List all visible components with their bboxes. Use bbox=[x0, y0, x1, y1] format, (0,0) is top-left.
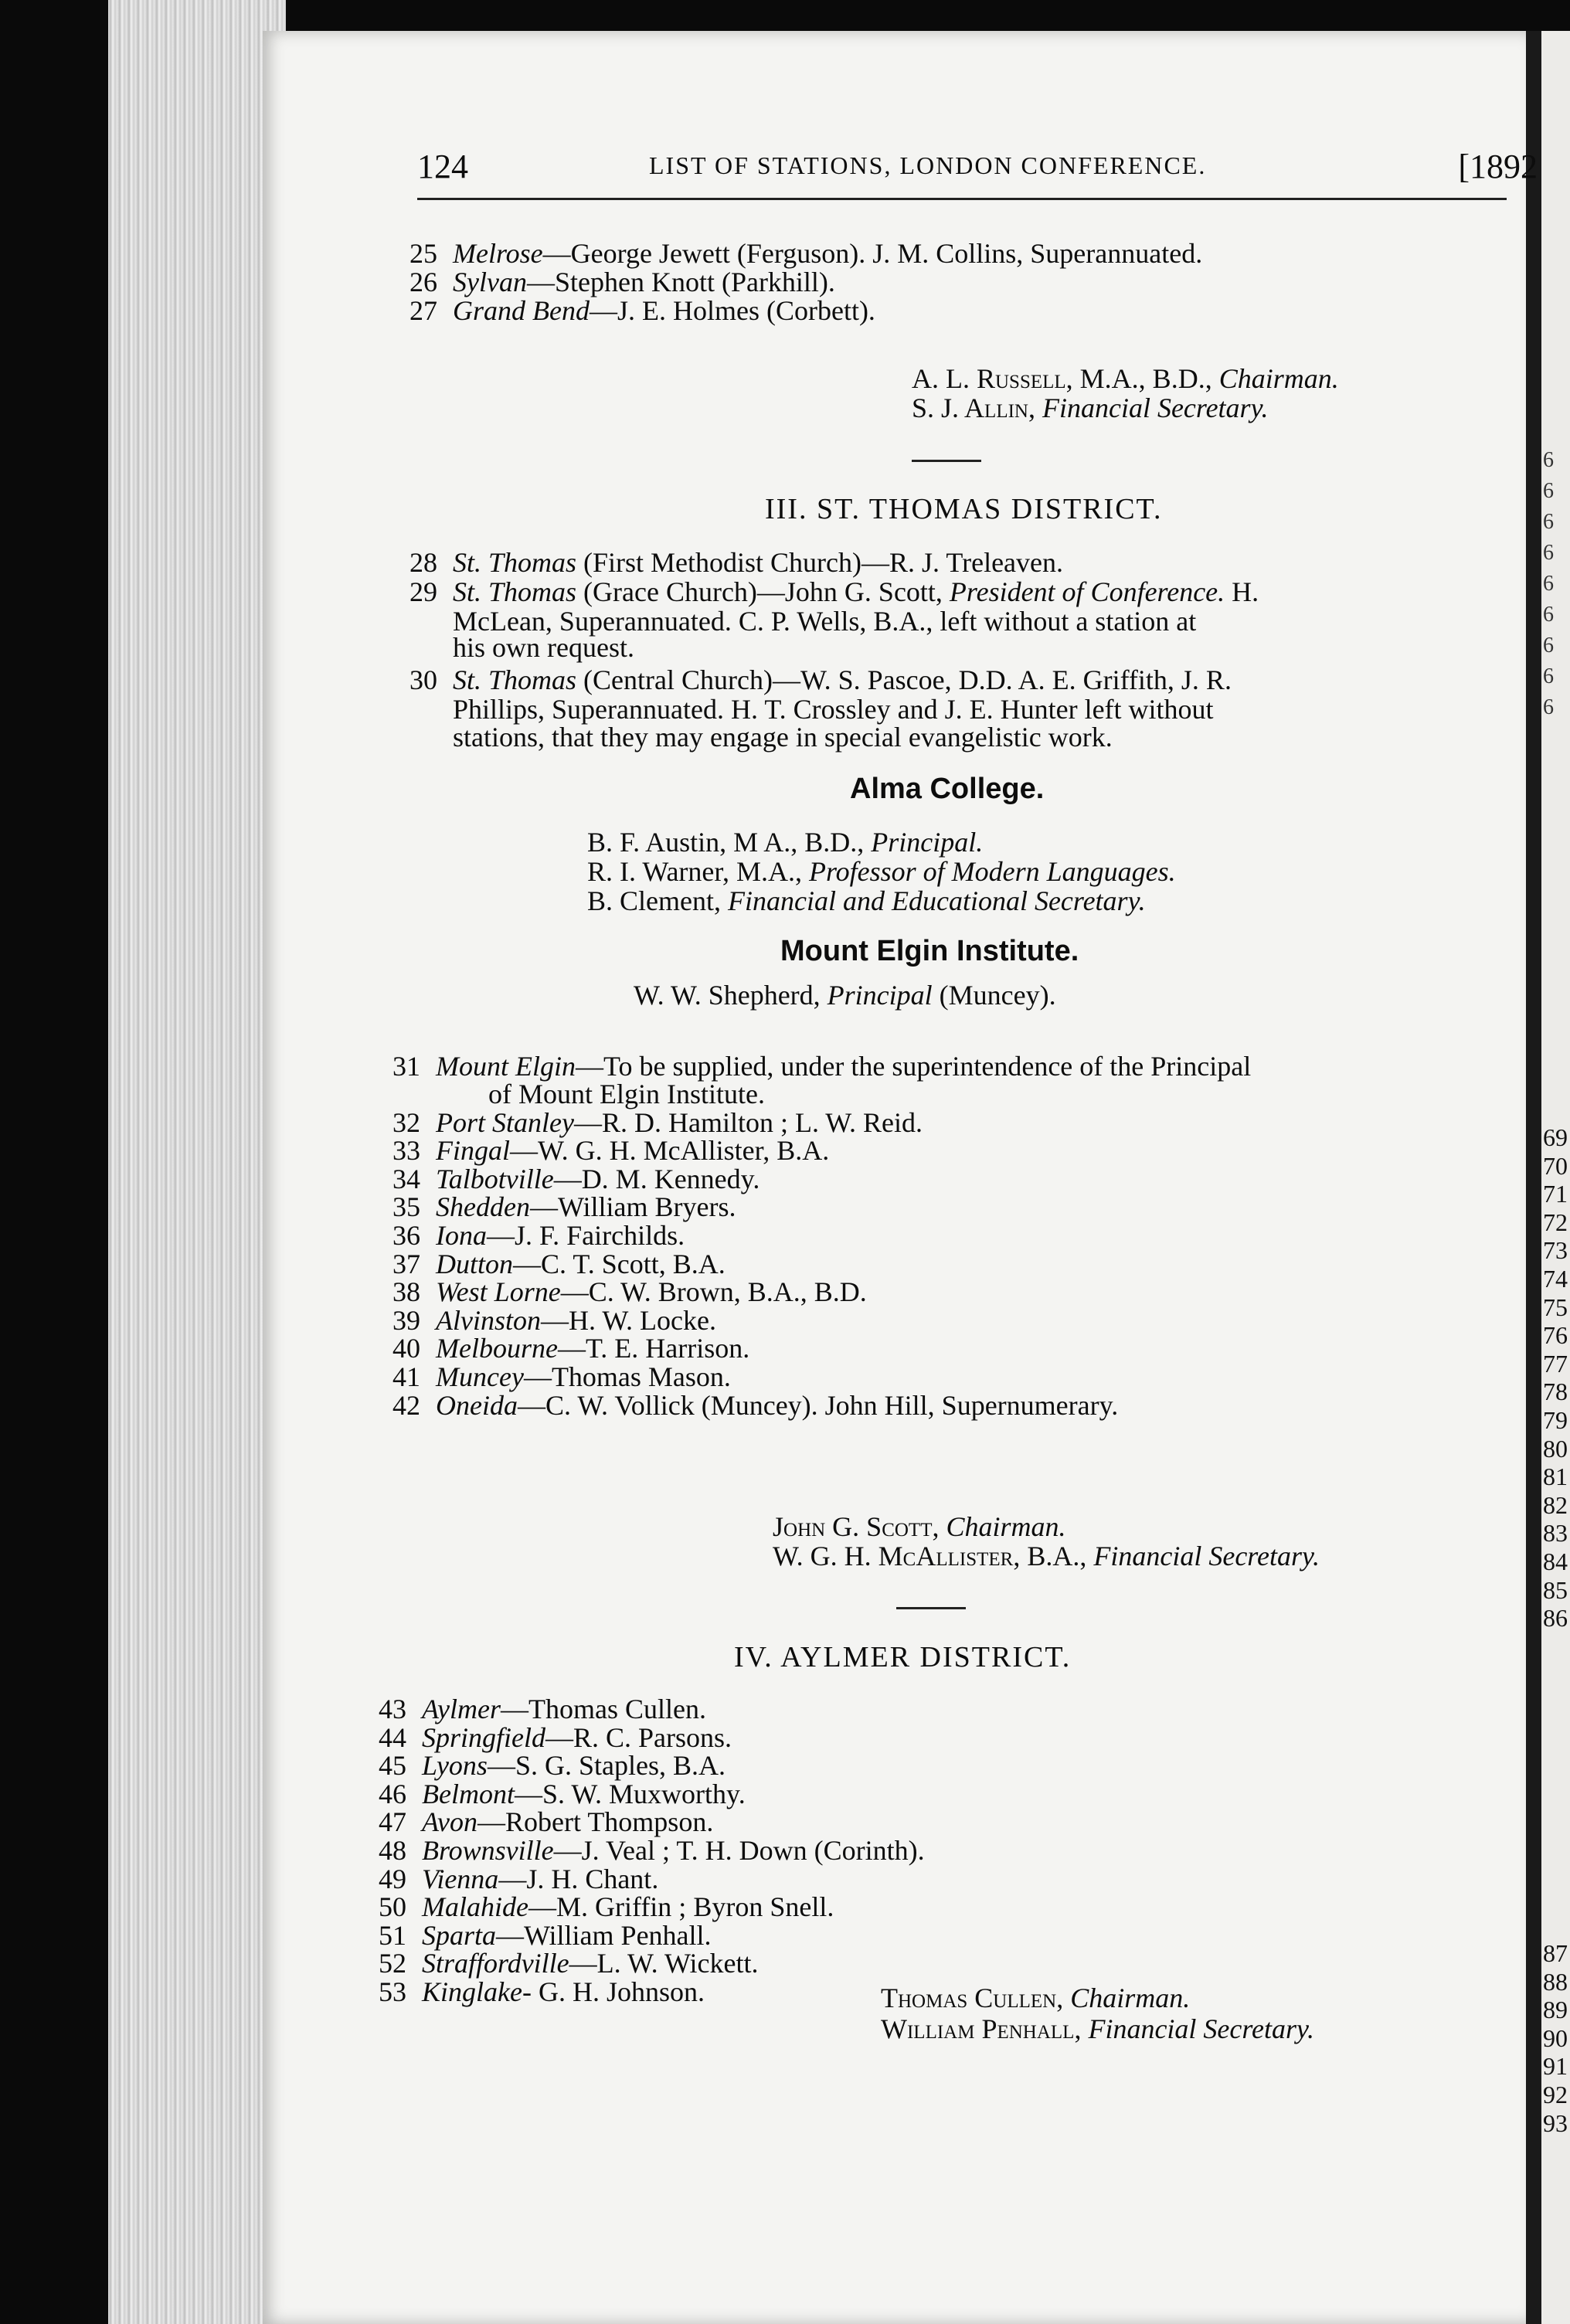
entry-text: —S. G. Staples, B.A. bbox=[487, 1750, 726, 1782]
station-entry bbox=[379, 1721, 732, 1753]
entry-place: Melrose bbox=[453, 238, 543, 269]
secretary-signature-name: William Penhall, bbox=[881, 2013, 1082, 2044]
entry-place: Kinglake bbox=[422, 1976, 522, 2007]
entry-number: 29 bbox=[409, 576, 437, 607]
entry-text: —Robert Thompson. bbox=[477, 1806, 714, 1838]
section-divider bbox=[896, 1607, 966, 1609]
entry-text: Phillips, Superannuated. H. T. Crossley and J. E. Hunter left without bbox=[453, 694, 1214, 725]
entry-number: 25 bbox=[409, 238, 437, 269]
entry-continuation bbox=[488, 1080, 765, 1108]
next-page-number: 86 bbox=[1543, 1604, 1568, 1633]
entry-text: —J. H. Chant. bbox=[498, 1863, 659, 1894]
station-entry bbox=[392, 1165, 760, 1193]
next-page-number: 73 bbox=[1543, 1236, 1568, 1265]
chairman-signature-role: Chairman. bbox=[1070, 1983, 1191, 2013]
staff-name: B. F. Austin, M A., B.D., bbox=[587, 827, 872, 858]
entry-place: St. Thomas bbox=[453, 664, 577, 695]
next-page-number: 88 bbox=[1543, 1967, 1568, 1996]
station-entry bbox=[379, 1949, 759, 1977]
entry-continuation bbox=[453, 695, 1214, 723]
next-page-number: 77 bbox=[1543, 1349, 1568, 1378]
secretary-signature bbox=[881, 2015, 1314, 2043]
station-entry bbox=[392, 1334, 749, 1362]
entry-place: Mount Elgin bbox=[436, 1051, 576, 1082]
staff-name: B. Clement, bbox=[587, 885, 728, 916]
institution-heading bbox=[850, 774, 1044, 804]
entry-text: —J. F. Fairchilds. bbox=[487, 1220, 685, 1251]
entry-number: 48 bbox=[379, 1835, 406, 1866]
book-page-edges bbox=[108, 0, 286, 2324]
next-page-number: 79 bbox=[1543, 1406, 1568, 1434]
entry-number: 38 bbox=[392, 1276, 420, 1308]
staff-name: W. W. Shepherd, bbox=[634, 980, 827, 1011]
next-page-number: 6 bbox=[1543, 510, 1554, 534]
gutter-shadow bbox=[1526, 31, 1541, 2324]
entry-number: 27 bbox=[409, 295, 437, 326]
next-page-number: 6 bbox=[1543, 572, 1554, 596]
entry-text: (First Methodist Church)—R. J. Treleaven. bbox=[583, 547, 1064, 578]
entry-number: 43 bbox=[379, 1694, 406, 1724]
entry-continuation bbox=[453, 723, 1113, 751]
station-entry bbox=[409, 666, 1232, 694]
entry-place: Oneida bbox=[436, 1389, 518, 1421]
next-page-number: 80 bbox=[1543, 1434, 1568, 1463]
next-page-number: 92 bbox=[1543, 2081, 1568, 2108]
entry-text: —R. C. Parsons. bbox=[545, 1721, 732, 1753]
entry-place: Muncey bbox=[436, 1361, 524, 1392]
chairman-signature-name: A. L. Russell, M.A., B.D., bbox=[912, 363, 1212, 394]
next-page-number: 87 bbox=[1543, 1939, 1568, 1967]
entry-number: 39 bbox=[392, 1304, 420, 1336]
entry-text: —George Jewett (Ferguson). J. M. Collins, Superannuated. bbox=[542, 238, 1203, 269]
entry-place: Melbourne bbox=[436, 1333, 558, 1364]
secretary-signature bbox=[912, 394, 1269, 422]
institution-title: Mount Elgin Institute. bbox=[780, 935, 1079, 967]
chairman-signature bbox=[912, 365, 1339, 392]
entry-text: —J. E. Holmes (Corbett). bbox=[589, 295, 875, 326]
institution-heading bbox=[780, 936, 1079, 966]
entry-number: 31 bbox=[392, 1051, 420, 1082]
entry-text: —M. Griffin ; Byron Snell. bbox=[528, 1891, 834, 1923]
entry-number: 37 bbox=[392, 1248, 420, 1279]
station-entry bbox=[392, 1278, 867, 1306]
header-year: [1892 bbox=[1458, 148, 1538, 185]
entry-place: St. Thomas bbox=[453, 576, 577, 607]
station-entry bbox=[409, 240, 1202, 267]
entry-place: Shedden bbox=[436, 1191, 530, 1223]
entry-number: 50 bbox=[379, 1891, 406, 1923]
entry-place: Straffordville bbox=[422, 1948, 569, 1979]
entry-italic: President of Conference. bbox=[949, 576, 1225, 607]
section-heading bbox=[734, 1643, 1071, 1672]
entry-place: Belmont bbox=[422, 1778, 515, 1809]
next-page-number: 69 bbox=[1543, 1123, 1568, 1151]
next-page-number: 78 bbox=[1543, 1378, 1568, 1406]
staff-name: R. I. Warner, M.A., bbox=[587, 856, 809, 887]
entry-text: —L. W. Wickett. bbox=[569, 1948, 759, 1979]
entry-text: —W. G. H. McAllister, B.A. bbox=[510, 1135, 830, 1167]
section-title: IV. AYLMER DISTRICT. bbox=[734, 1641, 1072, 1673]
station-entry bbox=[379, 1893, 834, 1921]
entry-text: —S. W. Muxworthy. bbox=[514, 1778, 746, 1809]
entry-text: —J. Veal ; T. H. Down (Corinth). bbox=[553, 1835, 925, 1866]
entry-number: 35 bbox=[392, 1191, 420, 1223]
entry-place: Brownsville bbox=[422, 1835, 554, 1866]
entry-place: St. Thomas bbox=[453, 547, 577, 578]
staff-line bbox=[634, 981, 1056, 1009]
station-entry bbox=[392, 1391, 1118, 1419]
chairman-signature-role: Chairman. bbox=[1218, 363, 1339, 394]
next-page-number: 6 bbox=[1543, 541, 1554, 565]
station-entry bbox=[379, 1836, 925, 1864]
entry-number: 32 bbox=[392, 1106, 420, 1138]
institution-title: Alma College. bbox=[850, 773, 1045, 805]
next-page-number: 6 bbox=[1543, 479, 1554, 503]
staff-role: Professor of Modern Languages. bbox=[808, 856, 1176, 887]
next-page-number: 84 bbox=[1543, 1548, 1568, 1575]
next-page-number: 6 bbox=[1543, 664, 1554, 688]
entry-number: 26 bbox=[409, 267, 437, 297]
next-page-number: 83 bbox=[1543, 1519, 1568, 1548]
staff-role: Principal. bbox=[871, 827, 984, 858]
entry-number: 53 bbox=[379, 1976, 406, 2007]
entry-place: Springfield bbox=[422, 1721, 545, 1753]
entry-place: Grand Bend bbox=[453, 295, 590, 326]
entry-text: —Thomas Mason. bbox=[523, 1361, 731, 1392]
entry-text: —To be supplied, under the superintendence of the Principal bbox=[575, 1051, 1252, 1082]
chairman-signature-role: Chairman. bbox=[946, 1511, 1066, 1542]
station-entry bbox=[392, 1135, 830, 1167]
next-page-number: 89 bbox=[1543, 1996, 1568, 2024]
entry-text: —William Bryers. bbox=[529, 1191, 736, 1223]
station-entry bbox=[409, 549, 1063, 576]
entry-text: his own request. bbox=[453, 632, 634, 663]
staff-role: Financial and Educational Secretary. bbox=[728, 885, 1146, 916]
next-page-number: 74 bbox=[1543, 1265, 1568, 1293]
entry-number: 36 bbox=[392, 1220, 420, 1251]
station-entry bbox=[409, 268, 835, 296]
page-number: 124 bbox=[417, 148, 468, 185]
entry-text: —R. D. Hamilton ; L. W. Reid. bbox=[573, 1106, 923, 1138]
running-header bbox=[417, 147, 1538, 193]
entry-place: Talbotville bbox=[436, 1163, 554, 1194]
station-entry bbox=[392, 1106, 923, 1138]
entry-number: 41 bbox=[392, 1361, 420, 1392]
next-page-number: 76 bbox=[1543, 1321, 1568, 1350]
entry-text: of Mount Elgin Institute. bbox=[488, 1079, 765, 1109]
entry-place: Malahide bbox=[422, 1891, 528, 1923]
entry-text: —C. W. Brown, B.A., B.D. bbox=[560, 1276, 867, 1308]
entry-text: —Stephen Knott (Parkhill). bbox=[526, 267, 835, 297]
entry-text: (Grace Church)—John G. Scott, bbox=[583, 576, 950, 607]
entry-place: Sylvan bbox=[453, 267, 527, 297]
entry-place: Lyons bbox=[422, 1750, 488, 1782]
entry-number: 28 bbox=[409, 547, 437, 578]
next-page-number: 85 bbox=[1543, 1575, 1568, 1604]
entry-number: 42 bbox=[392, 1389, 420, 1421]
entry-text: —T. E. Harrison. bbox=[557, 1333, 750, 1364]
entry-continuation bbox=[453, 607, 1196, 635]
entry-number: 44 bbox=[379, 1721, 406, 1753]
entry-place: Port Stanley bbox=[436, 1106, 574, 1138]
entry-text: - G. H. Johnson. bbox=[522, 1976, 705, 2007]
next-page-number: 6 bbox=[1543, 448, 1554, 472]
next-page-number: 71 bbox=[1543, 1180, 1568, 1208]
chairman-signature bbox=[773, 1513, 1066, 1541]
next-page-number: 6 bbox=[1543, 695, 1554, 719]
section-divider bbox=[912, 460, 981, 462]
secretary-signature-role: Financial Secretary. bbox=[1042, 392, 1269, 423]
entry-place: Fingal bbox=[436, 1135, 510, 1167]
entry-number: 45 bbox=[379, 1750, 406, 1782]
secretary-signature-role: Financial Secretary. bbox=[1088, 2013, 1315, 2044]
entry-text: —D. M. Kennedy. bbox=[553, 1163, 760, 1194]
next-page-number: 70 bbox=[1543, 1151, 1568, 1180]
next-page-number: 82 bbox=[1543, 1490, 1568, 1519]
station-entry bbox=[392, 1306, 716, 1334]
header-rule bbox=[417, 198, 1507, 200]
station-entry bbox=[392, 1193, 736, 1221]
next-page-number: 6 bbox=[1543, 603, 1554, 627]
secretary-signature-role: Financial Secretary. bbox=[1093, 1541, 1320, 1571]
next-page-number: 93 bbox=[1543, 2108, 1568, 2137]
entry-text: —Thomas Cullen. bbox=[500, 1694, 706, 1724]
chairman-signature bbox=[881, 1984, 1190, 2012]
entry-continuation bbox=[453, 634, 634, 661]
entry-text: —C. T. Scott, B.A. bbox=[513, 1248, 726, 1279]
staff-line bbox=[587, 828, 983, 856]
entry-text: stations, that they may engage in special evangelistic work. bbox=[453, 722, 1113, 753]
secretary-signature bbox=[773, 1542, 1320, 1570]
entry-number: 52 bbox=[379, 1948, 406, 1979]
entry-place: Iona bbox=[436, 1220, 487, 1251]
station-entry bbox=[379, 1921, 712, 1949]
entry-text: —H. W. Locke. bbox=[540, 1304, 716, 1336]
next-page-number: 90 bbox=[1543, 2023, 1568, 2052]
entry-text: —C. W. Vollick (Muncey). John Hill, Supernumerary. bbox=[517, 1389, 1119, 1421]
next-page-number: 91 bbox=[1543, 2052, 1568, 2081]
running-title: LIST OF STATIONS, LONDON CONFERENCE. bbox=[649, 151, 1207, 179]
entry-number: 33 bbox=[392, 1135, 420, 1167]
entry-place: Vienna bbox=[422, 1863, 499, 1894]
station-entry bbox=[409, 578, 1259, 606]
station-entry bbox=[379, 1780, 746, 1808]
staff-line bbox=[587, 887, 1146, 915]
next-page-number: 72 bbox=[1543, 1208, 1568, 1236]
entry-place: West Lorne bbox=[436, 1276, 561, 1308]
station-entry bbox=[379, 1695, 706, 1723]
next-page-number: 75 bbox=[1543, 1293, 1568, 1321]
entry-number: 51 bbox=[379, 1919, 406, 1951]
station-entry bbox=[392, 1052, 1251, 1080]
staff-note: (Muncey). bbox=[932, 980, 1056, 1011]
chairman-signature-name: Thomas Cullen, bbox=[881, 1983, 1064, 2013]
next-page-number: 81 bbox=[1543, 1463, 1568, 1491]
station-entry bbox=[379, 1978, 705, 2006]
entry-number: 30 bbox=[409, 664, 437, 695]
entry-text: —William Penhall. bbox=[496, 1919, 712, 1951]
secretary-signature-name: W. G. H. McAllister, B.A., bbox=[773, 1541, 1087, 1571]
entry-number: 47 bbox=[379, 1806, 406, 1838]
section-title: III. ST. THOMAS DISTRICT. bbox=[765, 493, 1163, 525]
entry-number: 40 bbox=[392, 1333, 420, 1364]
station-entry bbox=[392, 1250, 726, 1278]
station-entry bbox=[392, 1221, 685, 1249]
next-page-edge bbox=[1541, 31, 1570, 2324]
page-content bbox=[379, 116, 1538, 2125]
entry-place: Aylmer bbox=[422, 1694, 501, 1724]
entry-text: H. bbox=[1225, 576, 1259, 607]
station-entry bbox=[379, 1865, 658, 1893]
entry-text: (Central Church)—W. S. Pascoe, D.D. A. E. Griffith, J. R. bbox=[583, 664, 1232, 695]
station-entry bbox=[379, 1808, 713, 1836]
entry-text: McLean, Superannuated. C. P. Wells, B.A., left without a station at bbox=[453, 606, 1197, 637]
entry-place: Avon bbox=[422, 1806, 477, 1838]
entry-number: 34 bbox=[392, 1163, 420, 1194]
entry-place: Alvinston bbox=[436, 1304, 541, 1336]
station-entry bbox=[409, 297, 875, 324]
secretary-signature-name: S. J. Allin, bbox=[912, 392, 1035, 423]
staff-role: Principal bbox=[827, 980, 933, 1011]
chairman-signature-name: John G. Scott, bbox=[773, 1511, 940, 1542]
entry-place: Sparta bbox=[422, 1919, 497, 1951]
staff-line bbox=[587, 858, 1176, 885]
entry-place: Dutton bbox=[436, 1248, 514, 1279]
station-entry bbox=[392, 1363, 731, 1391]
entry-number: 46 bbox=[379, 1778, 406, 1809]
section-heading bbox=[765, 494, 1162, 524]
entry-number: 49 bbox=[379, 1863, 406, 1894]
station-entry bbox=[379, 1750, 726, 1782]
next-page-number: 6 bbox=[1543, 634, 1554, 657]
